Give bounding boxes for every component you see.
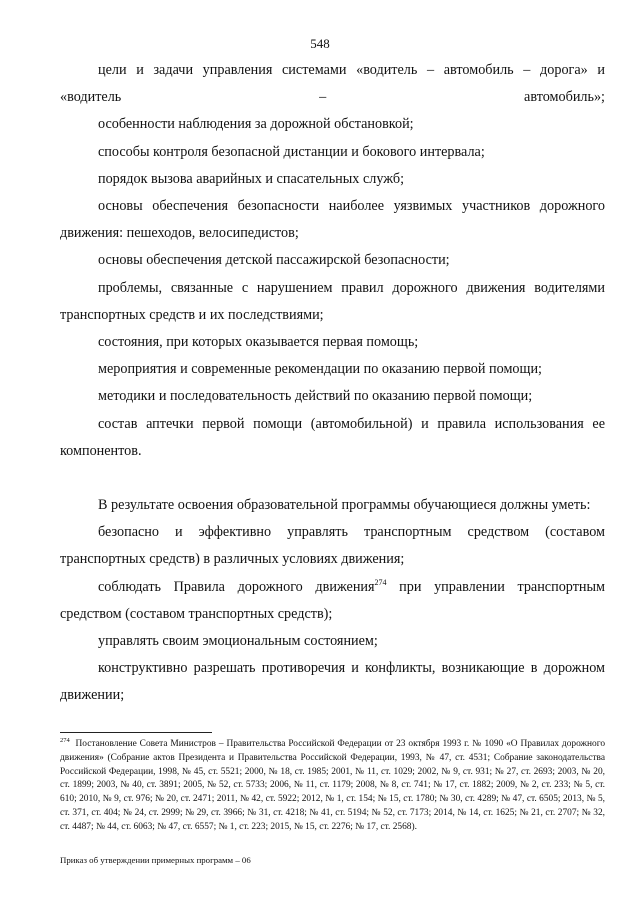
skill-rules-text-end: при управлении транспортным средством (составом транспортных средств); [60, 578, 605, 622]
paragraph-first-aid-methods: методики и последовательность действий по оказанию первой помощи; [98, 388, 533, 405]
paragraph-first-aid-measures: мероприятия и современные рекомендации по оказанию первой помощи; [98, 361, 542, 378]
section-spacer [60, 465, 605, 492]
paragraph-skills-intro: В результате освоения образовательной программы обучающиеся должны уметь: [98, 497, 591, 514]
footnote-mark: 274 [60, 737, 70, 744]
paragraph-observation: особенности наблюдения за дорожной обстановкой; [98, 116, 414, 133]
paragraph-emergency-call: порядок вызова аварийных и спасательных служб; [98, 170, 405, 187]
footnote-text: Постановление Совета Министров – Правительства Российской Федерации от 23 октября 1993 г. № 1090 «О Правилах дорожного движения» (Собрание актов Президента и Правительства Российской Федерации, 1993, № 47, ст. 4531; Собрание законодательства Российской Федерации, 1998, № 45, ст. 5521; 2000, № 18, ст. 1985; 2001, № 11, ст. 1029; 2002, № 9, ст. 931; № 27, ст. 2693; 2003, № 20, ст. 1899; 2003, № 40, ст. 3891; 2005, № 52, ст. 5733; 2006, № 11, ст. 1179; 2008, № 8, ст. 741; № 17, ст. 1882; 2009, № 2, ст. 233; № 5, ст. 610; 2010, № 9, ст. 976; № 20, ст. 2471; 2011, № 42, ст. 5922; 2012, № 1, ст. 154; № 15, ст. 1780; № 30, ст. 4289; № 47, ст. 6505; 2013, № 5, ст. 371, ст. 404; № 24, ст. 2999; № 29, ст. 3966; № 31, ст. 4218; № 41, ст. 5194; № 52, ст. 7173; 2014, № 14, ст. 1625; № 21, ст. 2707; № 32, ст. 4487; № 44, ст. 6063; № 47, ст. 6557; № 1, ст. 223; 2015, № 15, ст. 2276; № 17, ст. 2568). [60, 739, 606, 832]
page-number: 548 [310, 36, 330, 51]
page-footer: Приказ об утверждении примерных программ – 06 [60, 855, 251, 865]
paragraph-first-aid-states: состояния, при которых оказывается первая помощь; [98, 334, 419, 351]
paragraph-skill-emotions: управлять своим эмоциональным состоянием; [98, 633, 378, 650]
footnote [60, 738, 605, 835]
body-text [60, 57, 605, 710]
footnote-divider [60, 732, 212, 733]
paragraph-skill-drive-safely: безопасно и эффективно управлять транспортным средством (составом транспортных средств) в различных условиях движения; [60, 524, 605, 568]
paragraph-first-aid-kit: состав аптечки первой помощи (автомобильной) и правила использования ее компонентов. [60, 415, 605, 459]
footnote-reference[interactable]: 274 [374, 577, 387, 587]
paragraph-skill-follow-rules [60, 574, 605, 628]
paragraph-distance-control: способы контроля безопасной дистанции и бокового интервала; [98, 143, 485, 160]
skill-rules-text-start: соблюдать Правила дорожного движения [98, 578, 375, 595]
paragraph-vulnerable-users: основы обеспечения безопасности наиболее уязвимых участников дорожного движения: пешеходов, велосипедистов; [60, 198, 605, 242]
paragraph-goals-systems: цели и задачи управления системами «водитель – автомобиль – дорога» и «водитель – автомобиль»; [60, 62, 605, 106]
paragraph-violations: проблемы, связанные с нарушением правил дорожного движения водителями транспортных средств и их последствиями; [60, 279, 605, 323]
paragraph-child-safety: основы обеспечения детской пассажирской безопасности; [98, 252, 450, 269]
paragraph-skill-conflicts: конструктивно разрешать противоречия и конфликты, возникающие в дорожном движении; [60, 660, 605, 704]
